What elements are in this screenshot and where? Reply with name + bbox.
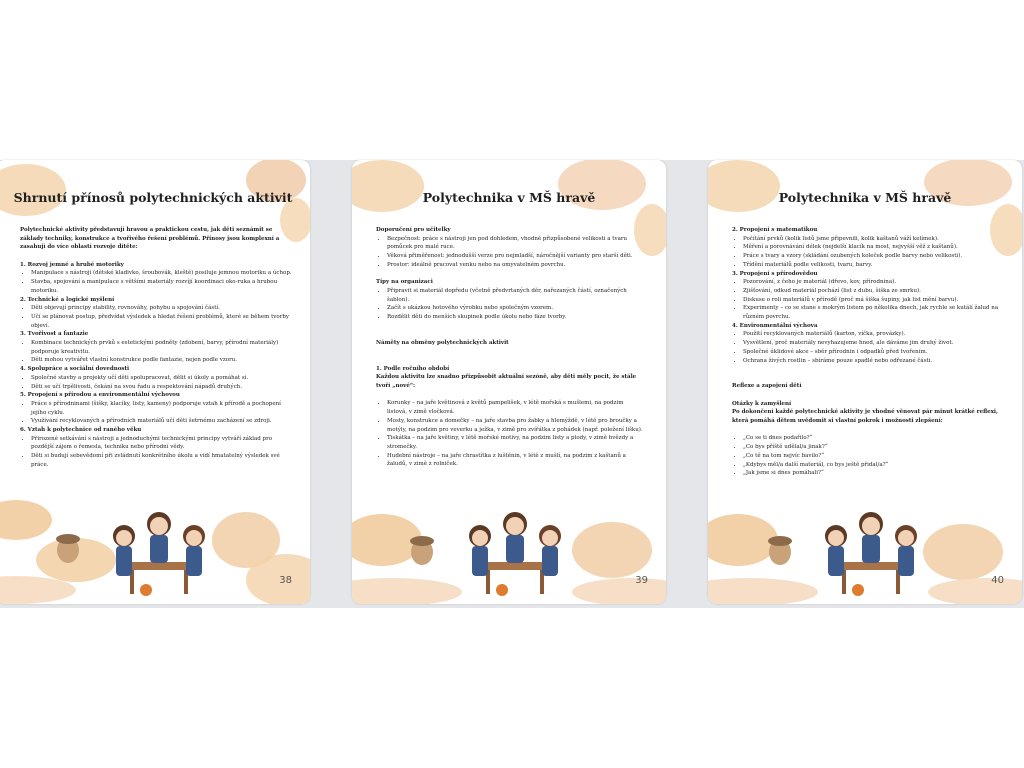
page-title: Polytechnika v MŠ hravě [778,190,952,205]
page-number: 39 [635,575,648,586]
list-item: • Diskuse o roli materiálů v přírodě (proč má šiška šupiny, jak list mění barvu). [743,296,1004,305]
page-content [732,226,1004,478]
list-item: • „Co se ti dnes podařilo?“ [743,434,1004,443]
section-heading: 4. Spolupráce a sociální dovednosti [20,366,130,373]
list-item: • Připravit si materiál dopředu (včetně předvrtaných děr, nařezaných částí, označených šablon). [387,287,644,304]
section-heading: Doporučení pro učitelky [376,227,451,233]
list-item: • Manipulace s nástroji (dětské kladivko, šroubovák, kleště) posiluje jemnou motoriku a úchop. [31,269,292,278]
section-heading: 2. Propojení s matematikou [732,227,818,233]
list-item: • Stavba, spojování a manipulace s většími materiály rozvíjí koordinaci oko-ruka a hrubou motoriku. [31,278,292,295]
list-item: • Společné stavby a projekty učí děti spolupracovat, dělit si úkoly a pomáhat si. [31,374,292,383]
children-illustration [104,510,214,596]
page-title: Shrnutí přínosů polytechnických aktivit [13,190,293,205]
list-item: • Prostor: ideálně pracovat venku nebo na omyvatelném povrchu. [387,261,644,270]
list-item: • Začít s ukázkou hotového výrobku nebo společným vzorem. [387,304,644,313]
page-title: Polytechnika v MŠ hravě [422,190,596,205]
section-heading: 1. Podle ročního období [376,365,450,372]
section-paragraph: Po dokončení každé polytechnické aktivity je vhodné věnovat pár minut krátké reflexi, která pomáhá dětem uvědomit si vlastní pokrok i možnosti zlepšení: [732,409,998,425]
list-item: • Věková přiměřenost: jednodušší verze pro nejmladší, náročnější varianty pro starší děti. [387,252,644,261]
section-heading: Tipy na organizaci [376,279,433,286]
list-item: • Experimenty – co se stane s mokrým listem po několika dnech, jak rychle se kutálí žalud na různém povrchu. [743,304,1004,321]
list-item: • Děti mohou vytvářet vlastní konstrukce podle fantazie, nejen podle vzoru. [31,356,292,365]
section-heading: 3. Tvořivost a fantazie [20,331,89,338]
list-item: • Zjišťování, odkud materiál pochází (list z dubu, šiška ze smrku). [743,287,1004,296]
document-page-38 [0,160,310,604]
list-item: • Rozdělit děti do menších skupinek podle úkolu nebo fáze tvorby. [387,313,644,322]
list-item: • Kombinace technických prvků s estetickými podněty (zdobení, barvy, přírodní materiály) podporuje kreativitu. [31,339,292,356]
list-item: • Práce s přírodninami (šišky, klacíky, listy, kameny) podporuje vztah k přírodě a pochopení jejího cyklu. [31,400,292,417]
list-item: • „Jak jsme si dnes pomáhali?“ [743,469,1004,478]
page-number: 38 [279,575,292,586]
list-item: • Děti objevují principy stability, rovnováhy, pohybu a spojování částí. [31,304,292,313]
list-item: • Bezpečnost: práce s nástroji jen pod dohledem, vhodně přizpůsobené velikosti a tvaru pomůcek pro malé ruce. [387,235,644,252]
list-item: • Třídění materiálů podle velikosti, tvaru, barvy. [743,261,1004,270]
list-item: • Ochrana živých rostlin – sbíráme pouze spadlé nebo odřezané části. [743,357,1004,366]
section-heading: 6. Vztah k polytechnice od raného věku [20,427,142,434]
list-item: • Společné úklidové akce – sběr přírodnin i odpadků před tvořením. [743,348,1004,357]
list-item: • Vysvětlení, proč materiály nevyhazujeme hned, ale dáváme jim druhý život. [743,339,1004,348]
page-content [376,226,644,469]
list-item: • Učí se plánovat postup, předvídat výsledek a hledat řešení problémů, které se během tvorby objeví. [31,313,292,330]
section-heading: 3. Propojení s přírodovědou [732,270,818,277]
intro-paragraph: Polytechnické aktivity představují hravou a praktickou cestu, jak děti seznámit se základy techniky, konstrukce a tvořivého řešení problémů. Přinosy jsou komplexní a zasahují do více oblastí rozvoje dítěte: [20,227,280,251]
list-item: • „Co bys příště udělal/a jinak?“ [743,443,1004,452]
list-item: • Využívání recyklovaných a přírodních materiálů učí děti šetrnému zacházení se zdroji. [31,417,292,426]
document-page-40 [708,160,1022,604]
list-item: • Měření a porovnávání délek (nejdelší klacík na most, nejvyšší věž z kaštanů). [743,243,1004,252]
section-heading: 1. Rozvoj jemné a hrubé motoriky [20,261,124,268]
list-item: • Děti se učí trpělivosti, čekání na svou řadu a respektování nápadů druhých. [31,383,292,392]
list-item: • Pozorování, z čeho je materiál (dřevo, kov, přírodnina). [743,278,1004,287]
list-item: • „Co tě na tom nejvíc bavilo?“ [743,452,1004,461]
section-heading: 5. Propojení s přírodou a environmentální výchovou [20,392,180,399]
list-item: • Počítání prvků (kolik listů jsme připevnili, kolik kaštanů váží kelímek). [743,235,1004,244]
list-item: • Práce s tvary a vzory (skládání ozubených koleček podle barvy nebo velikosti). [743,252,1004,261]
children-illustration [816,510,926,596]
page-number: 40 [991,575,1004,586]
section-heading: 4. Environmentální výchova [732,322,818,329]
document-page-39 [352,160,666,604]
list-item: • Korunky – na jaře květinová z květů pampelišek, v létě mořská s mušlemi, na podzim listová, v zimě vločková. [387,399,644,416]
section-heading: Reflexe a zapojení dětí [732,383,802,390]
section-heading: 2. Technické a logické myšlení [20,296,115,303]
list-item: • Děti si budují sebevědomí při zvládnutí konkrétního úkolu a vidí hmatatelný výsledek své práce. [31,452,292,469]
list-item: • Použití recyklovaných materiálů (karton, víčka, provázky). [743,330,1004,339]
page-content [20,226,292,470]
list-item: • Mosty, konstrukce a domečky – na jaře stavba pro žabky a hlemýždě, v létě pro broučky a motýly, na podzim pro veverku a ježka, v zimě pro zvířátka z pohádek (např. poležení lišku). [387,417,644,434]
list-item: • Tiskátka – na jaře květiny, v létě mořské motivy, na podzim listy a plody, v zimě hvězdy a stromečky. [387,434,644,451]
section-paragraph: Každou aktivitu lze snadno přizpůsobit aktuální sezóně, aby děti měly pocit, že stále tvoří „nové“: [376,374,637,390]
section-heading: Náměty na obměny polytechnických aktivit [376,339,509,346]
list-item: • Přirozené setkávání s nástroji a jednoduchými technickými principy vytváří základ pro pozdější zájem o řemesla, techniku nebo přírodní vědy. [31,435,292,452]
list-item: • Hudební nástroje – na jaře chrastítka z luštěnin, v létě z mušlí, na podzim z kaštanů a žaludů, v zimě z rolniček. [387,452,644,469]
children-illustration [460,510,570,596]
section-heading: Otázky k zamyšlení [732,400,792,407]
list-item: • „Kdybys měl/a další materiál, co bys ještě přidal/a?“ [743,461,1004,470]
